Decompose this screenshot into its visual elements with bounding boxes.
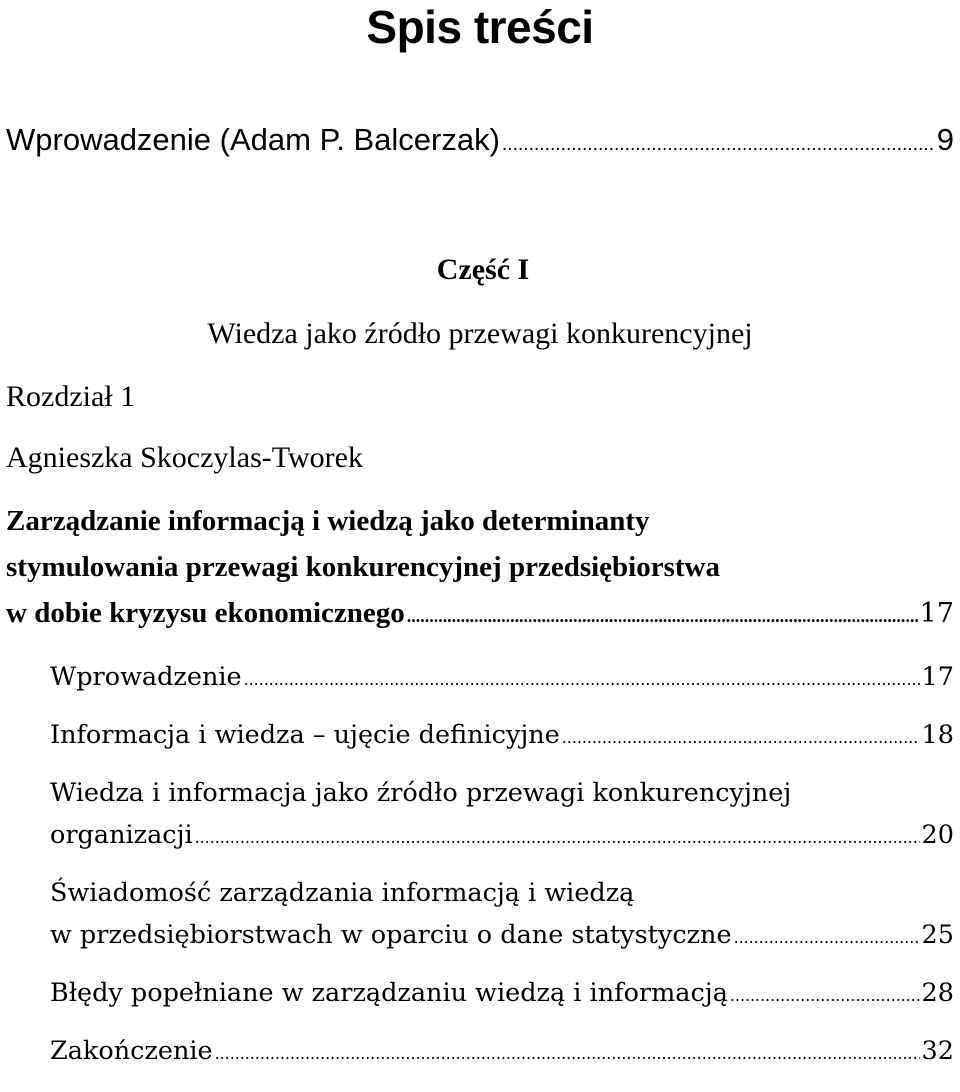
toc-entry-label: Wprowadzenie (Adam P. Balcerzak): [6, 122, 500, 157]
toc-leader-dots: [730, 972, 920, 1017]
toc-entry-section[interactable]: [50, 772, 954, 859]
chapter-author: Agnieszka Skoczylas-Tworek: [6, 441, 363, 474]
toc-entry-label: Błędy popełniane w zarządzaniu wiedzą i informacją: [50, 978, 728, 1008]
toc-leader-dots: [734, 914, 920, 959]
toc-leader-dots: [215, 1030, 920, 1075]
toc-page-number: 17: [921, 662, 954, 692]
toc-entry-chapter-1[interactable]: [6, 498, 954, 639]
toc-entry-section[interactable]: [50, 972, 954, 1017]
toc-entry-section[interactable]: [50, 872, 954, 959]
toc-leader-dots: [502, 120, 935, 165]
toc-entry-label: Świadomość zarządzania informacją i wiedzą: [50, 878, 635, 908]
part-title: Wiedza jako źródło przewagi konkurencyjnej: [207, 317, 753, 350]
toc-entry-label: Zakończenie: [50, 1036, 213, 1066]
chapter-label: Rozdział 1: [6, 380, 136, 413]
toc-leader-dots: [407, 590, 918, 639]
chapter-title-line: w dobie kryzysu ekonomicznego: [6, 597, 405, 629]
chapter-title-line: Zarządzanie informacją i wiedzą jako determinanty: [6, 505, 650, 537]
toc-entry-label: w przedsiębiorstwach w oparciu o dane statystyczne: [50, 920, 732, 950]
toc-page-number: 17: [919, 598, 954, 629]
toc-entry-introduction[interactable]: [6, 120, 954, 165]
page-title: Spis treści: [366, 1, 594, 53]
section-list: [50, 656, 954, 1088]
toc-page-number: 20: [921, 820, 954, 850]
toc-page-number: 28: [921, 978, 954, 1008]
toc-entry-label: organizacji: [50, 820, 193, 850]
toc-leader-dots: [562, 714, 920, 759]
toc-leader-dots: [195, 814, 920, 859]
chapter-title-line: stymulowania przewagi konkurencyjnej przedsiębiorstwa: [6, 551, 720, 583]
toc-page-number: 32: [921, 1036, 954, 1066]
part-label: Część I: [436, 253, 530, 286]
toc-entry-section[interactable]: [50, 714, 954, 759]
toc-entry-section[interactable]: [50, 1030, 954, 1075]
toc-page-number: 25: [921, 920, 954, 950]
toc-entry-section[interactable]: [50, 656, 954, 701]
toc-page-number: 9: [936, 122, 954, 157]
toc-entry-label: Informacja i wiedza – ujęcie definicyjne: [50, 720, 560, 750]
toc-entry-label: Wiedza i informacja jako źródło przewagi konkurencyjnej: [50, 778, 792, 808]
toc-entry-label: Wprowadzenie: [50, 662, 242, 692]
toc-leader-dots: [244, 656, 920, 701]
toc-page-number: 18: [921, 720, 954, 750]
